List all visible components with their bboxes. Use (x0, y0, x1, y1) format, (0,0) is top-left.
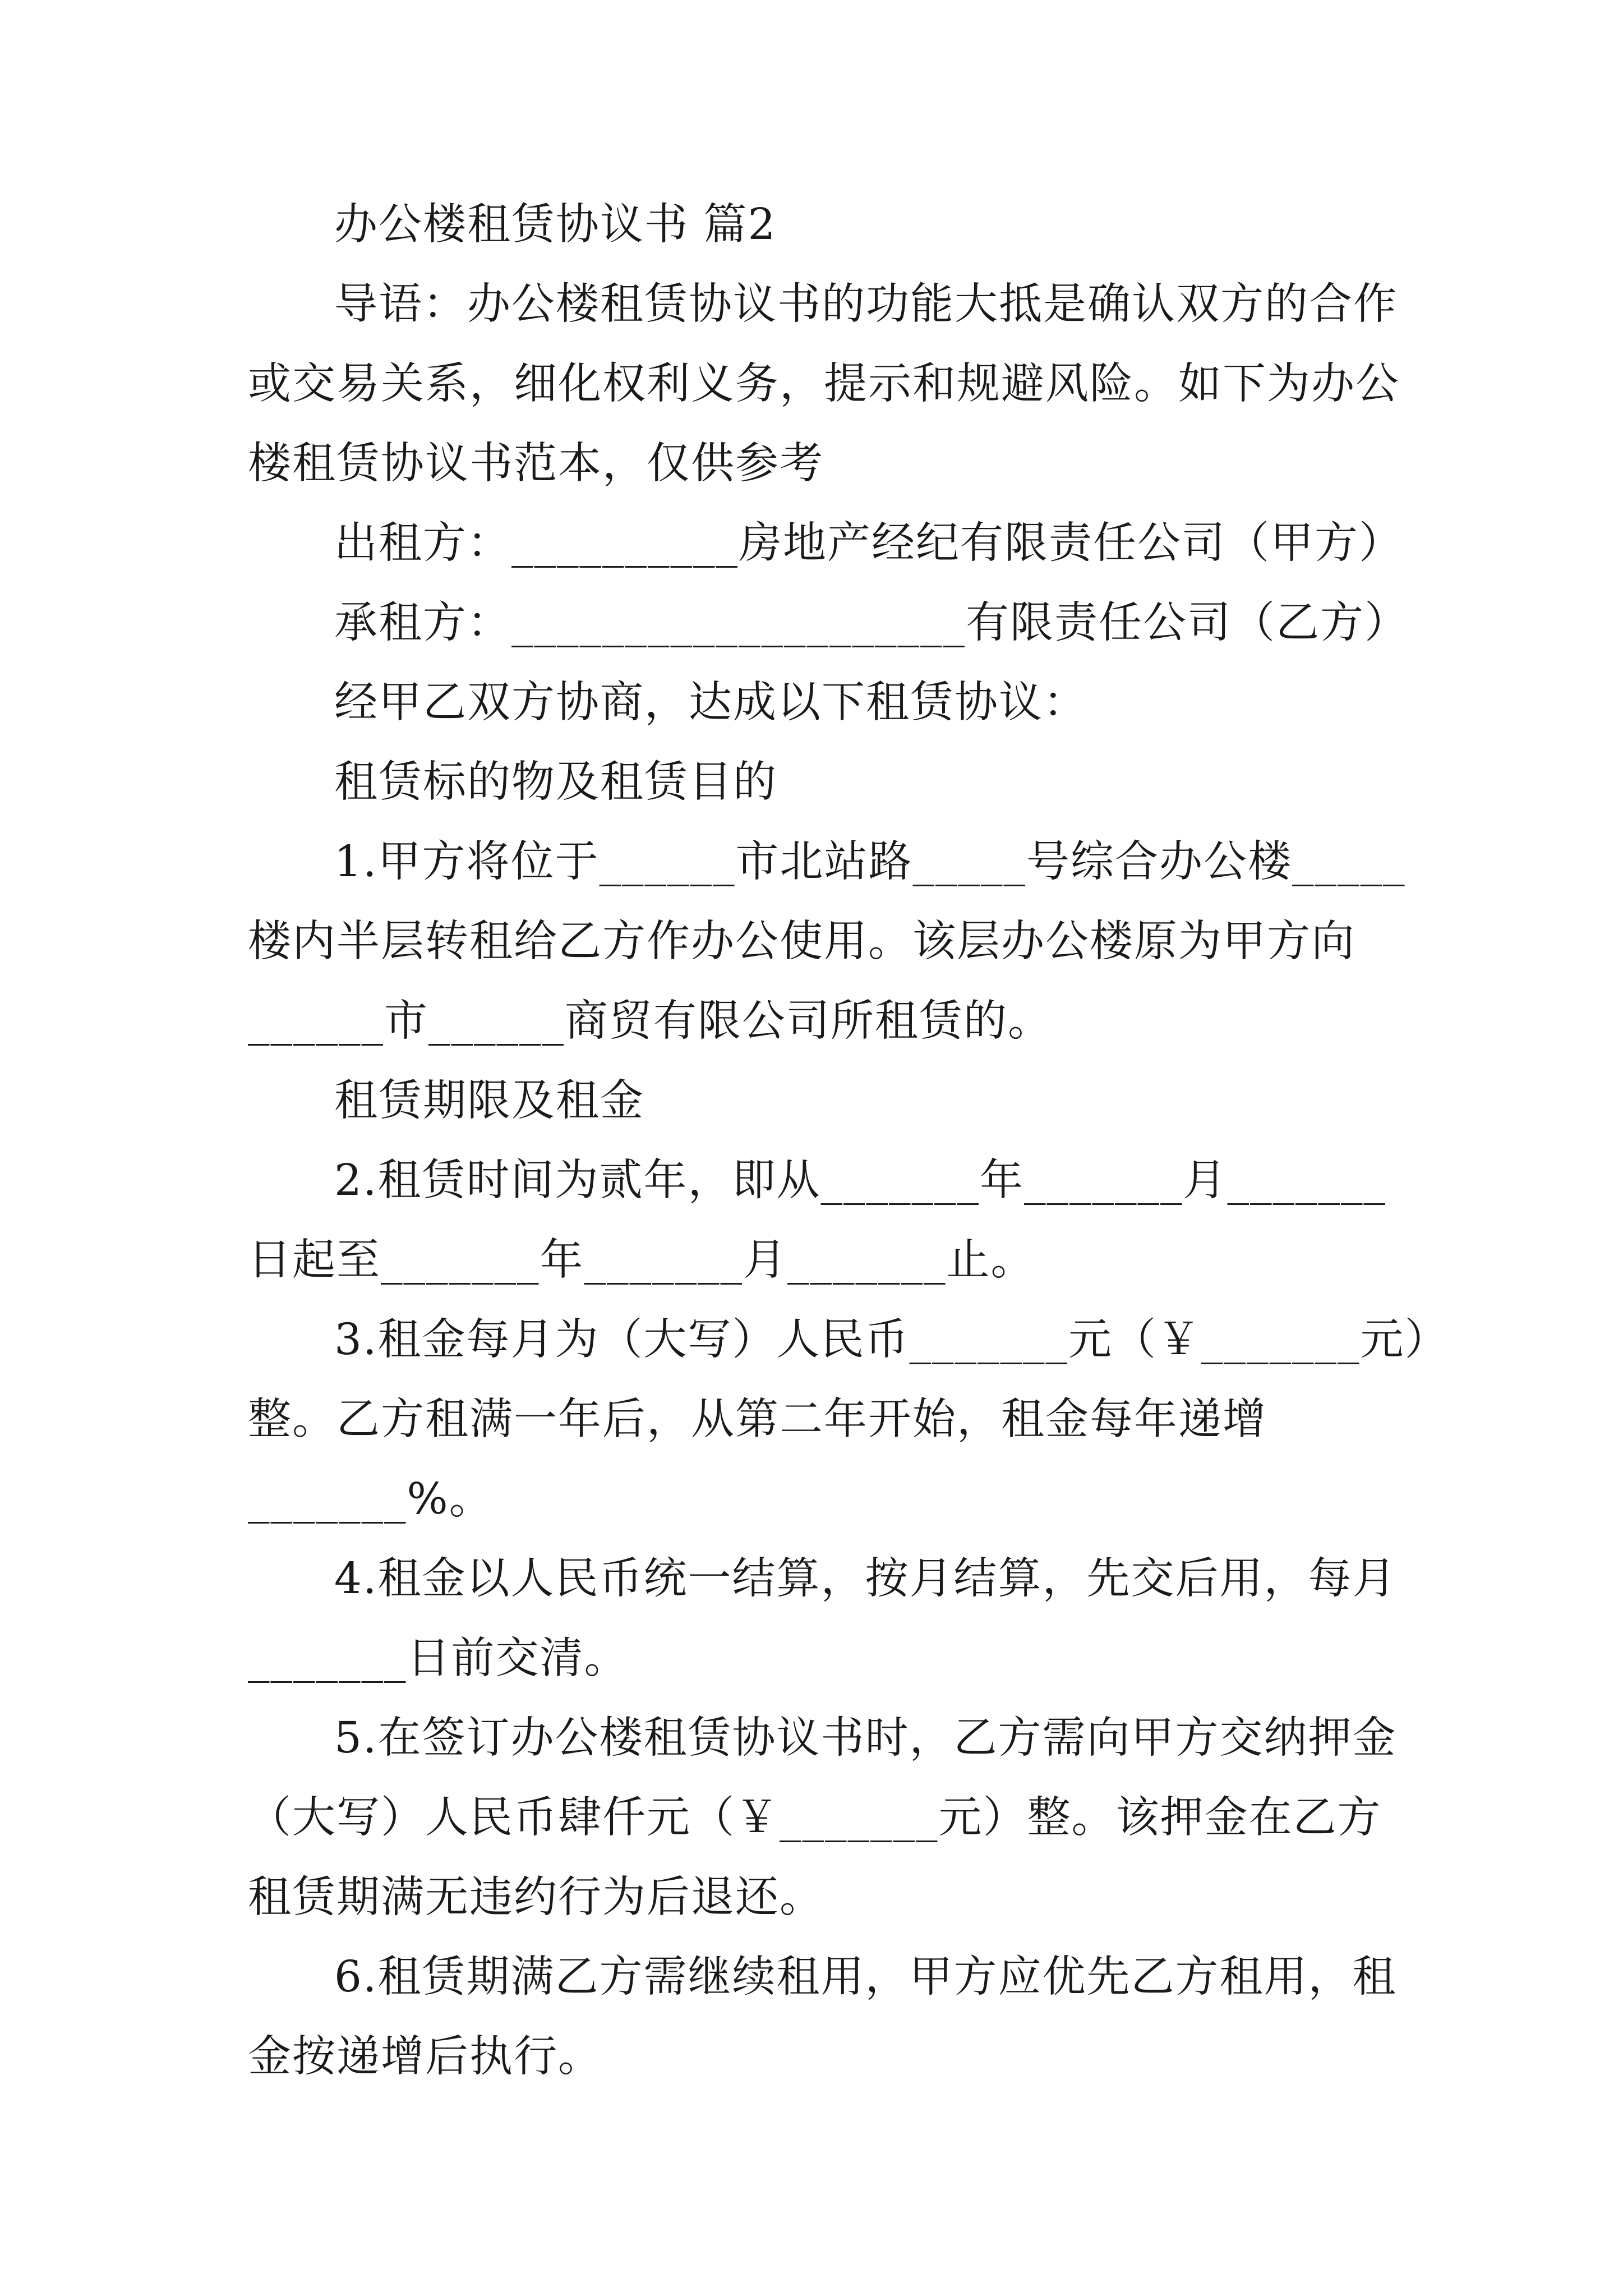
clause-5-line-1: 5.在签订办公楼租赁协议书时，乙方需向甲方交纳押金 (334, 1713, 1397, 1763)
clause-1-line-2: 楼内半层转租给乙方作办公使用。该层办公楼原为甲方向 (248, 917, 1355, 967)
clause-2-line-2: 日起至_______年_______月_______止。 (248, 1235, 1035, 1285)
clause-3-line-2: 整。乙方租满一年后，从第二年开始，租金每年递增 (248, 1395, 1267, 1444)
lessee-line: 承租方：____________________有限责任公司（乙方） (334, 598, 1409, 648)
intro-line-1: 导语：办公楼租赁协议书的功能大抵是确认双方的合作 (334, 279, 1398, 329)
clause-5-line-3: 租赁期满无违约行为后退还。 (248, 1872, 824, 1922)
clause-6-line-2: 金按递增后执行。 (248, 2032, 602, 2082)
section-heading-term: 租赁期限及租金 (334, 1076, 644, 1126)
document-page (248, 185, 1449, 2097)
document-title: 办公楼租赁协议书 篇2 (334, 200, 777, 250)
clause-5-line-2: （大写）人民币肆仟元（￥_______元）整。该押金在乙方 (248, 1793, 1382, 1843)
section-heading-purpose: 租赁标的物及租赁目的 (334, 757, 777, 807)
intro-line-3: 楼租赁协议书范本，仅供参考 (248, 439, 824, 489)
clause-3-line-3: _______%。 (248, 1474, 494, 1524)
clause-6-line-1: 6.租赁期满乙方需继续租用，甲方应优先乙方租用，租 (334, 1952, 1397, 2002)
clause-4-line-2: _______日前交清。 (248, 1634, 629, 1683)
clause-2-line-1: 2.租赁时间为贰年，即从_______年_______月_______ (334, 1156, 1386, 1205)
clause-4-line-1: 4.租金以人民币统一结算，按月结算，先交后用，每月 (334, 1554, 1397, 1604)
clause-3-line-1: 3.租金每月为（大写）人民币_______元（￥_______元） (334, 1315, 1449, 1365)
agreement-intro: 经甲乙双方协商，达成以下租赁协议： (334, 678, 1087, 728)
intro-line-2: 或交易关系，细化权利义务，提示和规避风险。如下为办公 (248, 359, 1400, 409)
lessor-line: 出租方：__________房地产经纪有限责任公司（甲方） (334, 518, 1403, 568)
clause-1-line-3: ______市______商贸有限公司所租赁的。 (248, 996, 1052, 1046)
clause-1-line-1: 1.甲方将位于______市北站路_____号综合办公楼_____ (334, 837, 1406, 887)
